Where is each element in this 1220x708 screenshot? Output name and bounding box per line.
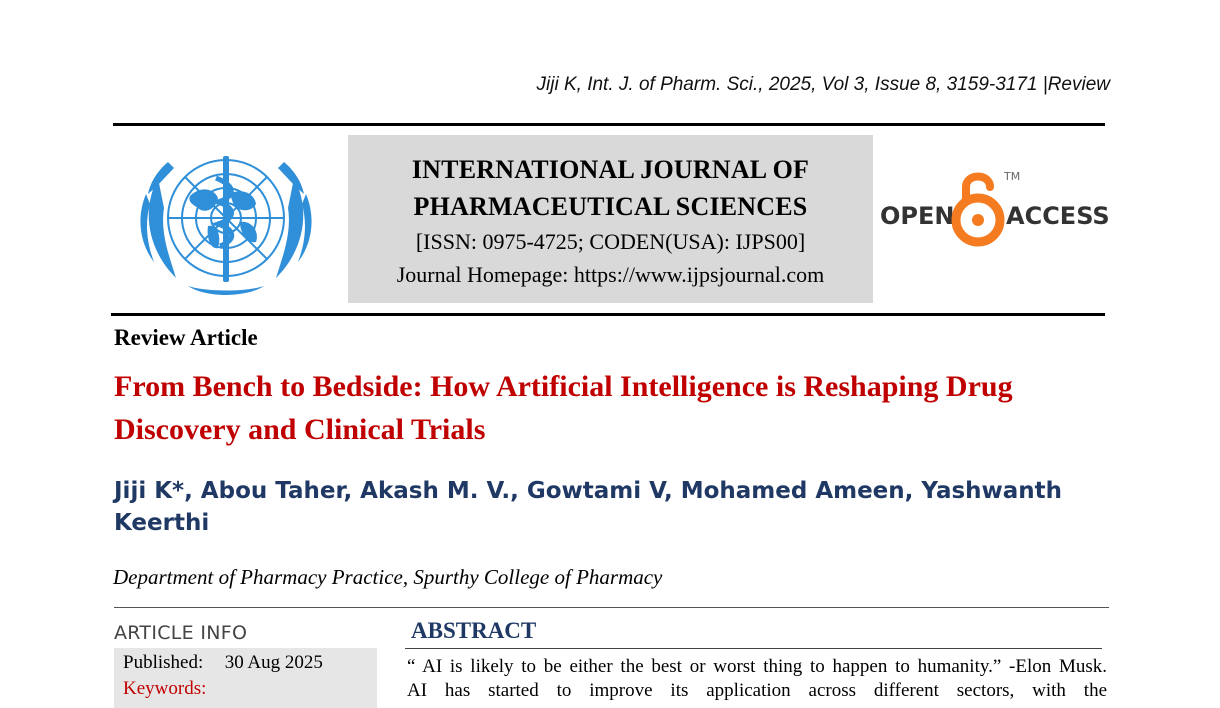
journal-emblem-logo [128, 138, 324, 304]
article-info-box [114, 648, 377, 708]
journal-name [348, 151, 873, 225]
journal-name-line1: INTERNATIONAL JOURNAL OF [411, 155, 810, 184]
who-emblem-icon [128, 138, 324, 304]
published-label: Published: [123, 652, 204, 673]
affiliation: Department of Pharmacy Practice, Spurthy College of Pharmacy [113, 565, 663, 589]
header-rule-bottom [111, 313, 1105, 316]
open-label: OPEN [880, 202, 955, 230]
abstract-text [407, 655, 1107, 703]
abstract-line-2: AI has started to improve its application across different sectors, with the [407, 680, 1107, 701]
issn-coden: [ISSN: 0975-4725; CODEN(USA): IJPS00] [415, 229, 806, 254]
article-info-heading: ARTICLE INFO [114, 622, 248, 644]
section-divider [114, 607, 1109, 608]
open-access-logo [880, 165, 1110, 253]
journal-homepage-link[interactable]: Journal Homepage: https://www.ijpsjournal.com [396, 262, 825, 287]
abstract-line-1: “ AI is likely to be either the best or worst thing to happen to humanity.” -Elon Musk. [407, 656, 1107, 677]
article-title: From Bench to Bedside: How Artificial Intelligence is Reshaping Drug Discovery and Clinical Trials [114, 370, 1013, 446]
open-access-lock-icon [956, 177, 1000, 243]
abstract-heading: ABSTRACT [411, 618, 537, 643]
header-rule-top [113, 123, 1105, 126]
keywords-label: Keywords: [123, 678, 207, 699]
journal-masthead [348, 135, 873, 303]
abstract-rule [405, 648, 1102, 649]
article-type: Review Article [114, 325, 258, 350]
author-list: Jiji K*, Abou Taher, Akash M. V., Gowtami V, Mohamed Ameen, Yashwanth Keerthi [114, 478, 1063, 536]
published-date: 30 Aug 2025 [224, 652, 323, 673]
citation-line: Jiji K, Int. J. of Pharm. Sci., 2025, Vol 3, Issue 8, 3159-3171 |Review [536, 74, 1110, 95]
trademark-label: TM [1004, 170, 1021, 183]
journal-name-line2: PHARMACEUTICAL SCIENCES [413, 192, 808, 221]
access-label: ACCESS [1006, 202, 1110, 230]
published-row [123, 652, 323, 674]
